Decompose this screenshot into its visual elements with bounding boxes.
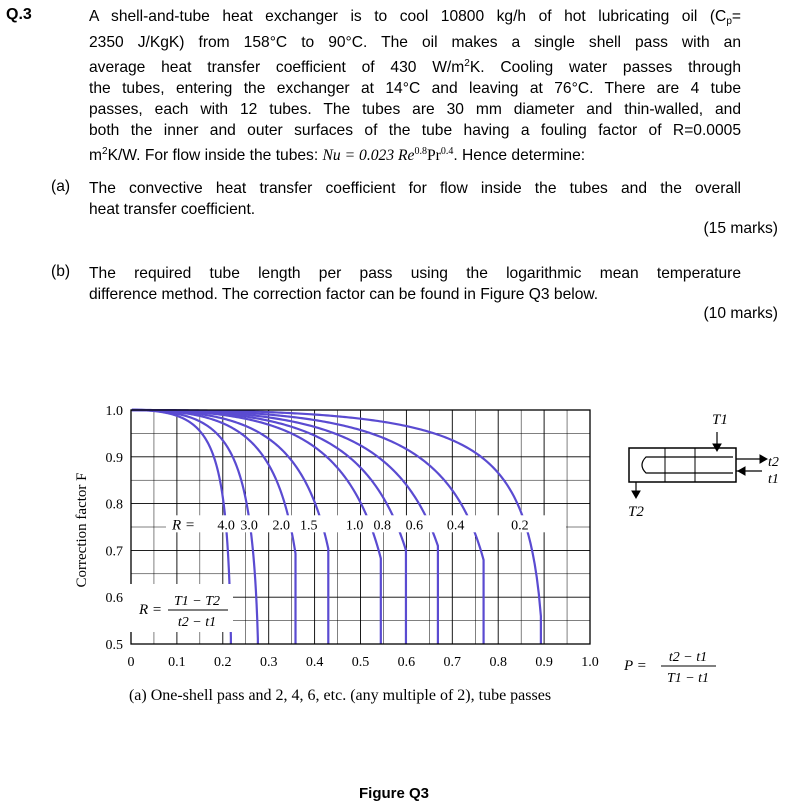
part-b-label: (b) [51, 263, 71, 280]
p-def-denominator: T1 − t1 [666, 671, 710, 686]
part-a-line-2: heat transfer coefficient. [89, 201, 256, 218]
y-tick-label: 0.7 [105, 544, 123, 560]
p-def-numerator: t2 − t1 [668, 650, 708, 665]
x-tick-label: 0.5 [351, 655, 370, 670]
y-tick-label: 1.0 [105, 404, 123, 419]
x-tick-label: 0.6 [397, 655, 416, 670]
part-b-line-2: difference method. The correction factor can be found in Figure Q3 below. [89, 286, 599, 303]
part-a-marks: (15 marks) [703, 220, 778, 237]
part-b-text [89, 263, 741, 305]
p-def-lhs: P = [624, 658, 647, 674]
curve-label-R-2.0: 2.0 [272, 518, 290, 534]
intro-line-5: passes, each with 12 tubes. The tubes are 30 mm diameter and thin-walled, and [89, 101, 741, 118]
schematic-t1: t1 [768, 472, 779, 487]
part-a-text [89, 178, 741, 220]
question-intro [89, 6, 741, 166]
r-label-prefix: R = [172, 517, 196, 534]
x-tick-label: 0.2 [214, 655, 232, 670]
schematic-T2: T2 [628, 504, 644, 520]
x-tick-label: 1.0 [581, 655, 599, 670]
intro-line-2: 2350 J/KgK) from 158°C to 90°C. The oil makes a single shell pass with an [89, 34, 741, 51]
x-tick-label: 0.8 [489, 655, 507, 670]
intro-line-7: $m^2K/W$. For flow inside the tubes: Nu = 0.023 $Re^{0.8}Pr^{0.4}$. Hence determine: [89, 146, 586, 164]
schematic-T1: T1 [712, 412, 728, 428]
part-a-line-1: The convective heat transfer coefficient for flow inside the tubes and the overall [89, 180, 741, 197]
x-tick-label: 0.1 [168, 655, 186, 670]
x-tick-label: 0 [127, 655, 135, 670]
part-a-label: (a) [51, 178, 71, 195]
part-b-marks: (10 marks) [703, 305, 778, 322]
r-def-lhs: R = [139, 602, 163, 618]
curve-label-R-0.2: 0.2 [511, 518, 529, 534]
schematic-t2: t2 [768, 455, 779, 470]
curve-label-R-0.6: 0.6 [405, 518, 424, 534]
curve-label-R-0.8: 0.8 [373, 518, 391, 534]
p-definition [623, 650, 716, 686]
curve-label-R-4.0: 4.0 [217, 518, 235, 534]
figure-caption: Figure Q3 [358, 785, 429, 802]
x-tick-label: 0.7 [443, 655, 462, 670]
part-b-line-1: The required tube length per pass using the logarithmic mean temperature [89, 265, 741, 282]
intro-line-1: A shell-and-tube heat exchanger is to cool 10800 kg/h of hot lubricating oil ($C_p=$ [89, 8, 741, 27]
y-tick-label: 0.8 [105, 497, 123, 513]
x-tick-label: 0.9 [535, 655, 553, 670]
chart-caption: (a) One-shell pass and 2, 4, 6, etc. (any multiple of 2), tube passes [128, 687, 552, 704]
r-def-denominator: t2 − t1 [177, 615, 217, 630]
r-def-numerator: T1 − T2 [173, 594, 221, 609]
r-definition-box [130, 584, 233, 632]
y-axis-label: Correction factor F [74, 472, 90, 588]
nusselt-formula: Nu = 0.023 $Re^{0.8}Pr^{0.4}$ [322, 146, 454, 164]
curve-label-R-3.0: 3.0 [240, 518, 258, 534]
x-tick-label: 0.4 [305, 655, 324, 670]
y-tick-label: 0.5 [105, 638, 123, 653]
curve-label-R-1.0: 1.0 [345, 518, 364, 534]
intro-line-6: both the inner and outer surfaces of the tube having a fouling factor of R=0.0005 [89, 122, 741, 139]
correction-factor-chart [0, 380, 788, 720]
curve-label-R-1.5: 1.5 [300, 518, 318, 534]
question-number: Q.3 [6, 6, 32, 23]
y-tick-label: 0.9 [105, 450, 123, 466]
intro-line-3: average heat transfer coefficient of 430 $W/m^2K$. Cooling water passes through [89, 58, 741, 76]
y-tick-label: 0.6 [105, 591, 123, 607]
curve-label-R-0.4: 0.4 [446, 518, 465, 534]
intro-line-4: the tubes, entering the exchanger at 14°C and leaving at 76°C. There are 4 tube [89, 80, 741, 97]
exchanger-schematic [629, 432, 767, 498]
x-tick-label: 0.3 [259, 655, 278, 670]
